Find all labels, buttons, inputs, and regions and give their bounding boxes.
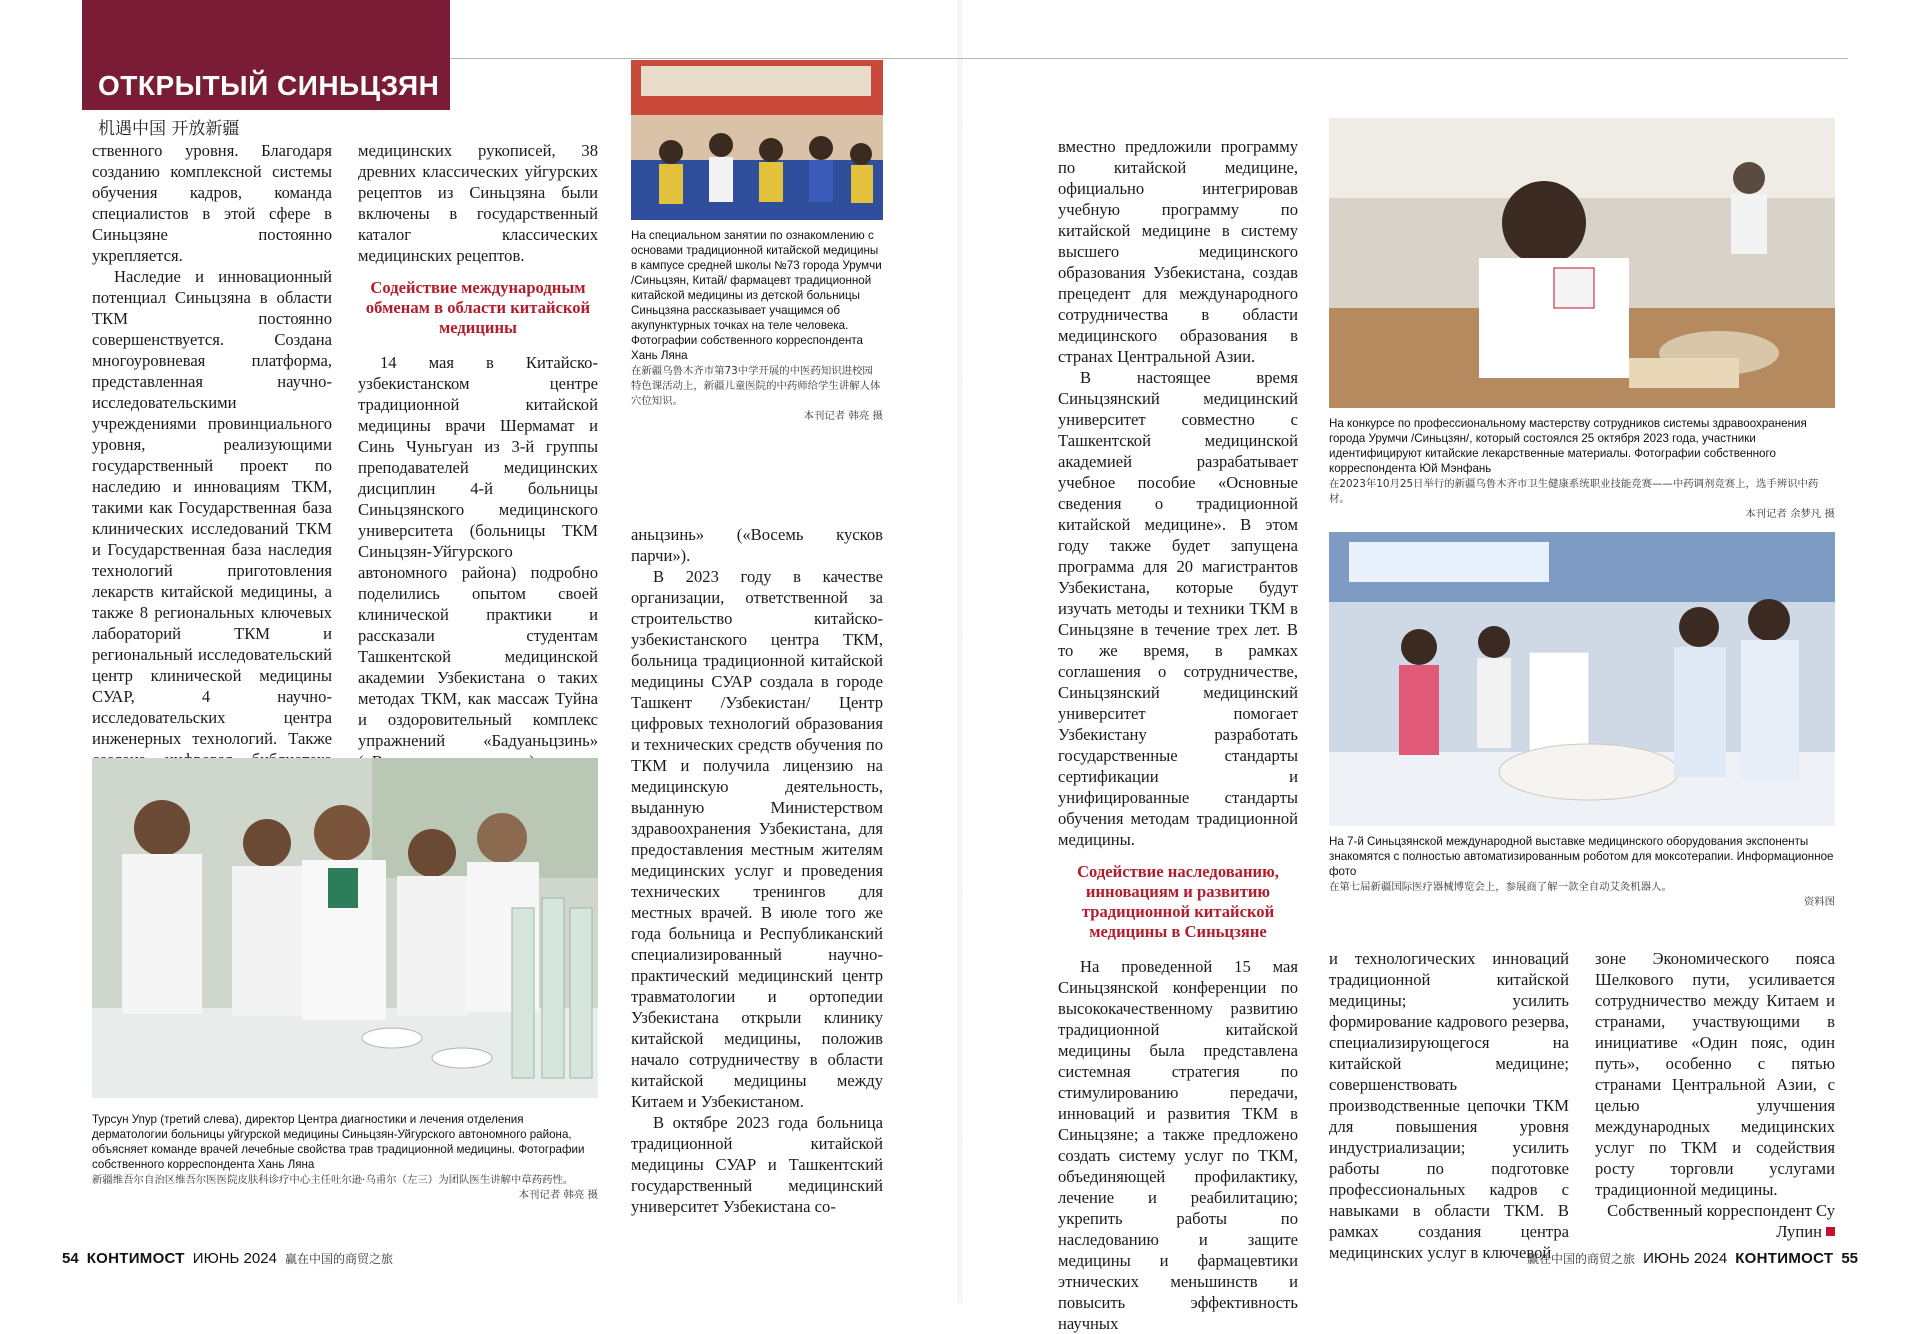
caption-text-cn: 在新疆乌鲁木齐市第73中学开展的中医药知识进校园特色课活动上，新疆儿童医院的中药师给学生讲解人体穴位知识。	[631, 365, 881, 407]
photo-credit: 本刊记者 韩亮 摄	[518, 1189, 598, 1201]
issue-date: ИЮНЬ 2024	[1643, 1250, 1728, 1267]
footer-right	[1527, 1250, 1858, 1267]
paragraph: ственного уровня. Благодаря созданию комплексной системы обучения кадров, команда специалистов в этой сфере в Синьцзяне постоянно укрепляется.	[92, 141, 332, 265]
author-signature	[1595, 1200, 1835, 1242]
caption-text: На 7-й Синьцзянской международной выставке медицинского оборудования экспоненты знакомятся с полностью автоматизированным роботом для моксотерапии. Информационное фото	[1329, 835, 1834, 878]
article-column-4	[1058, 136, 1298, 1333]
caption-text-cn: 新疆维吾尔自治区维吾尔医医院皮肤科诊疗中心主任吐尔逊·乌甫尔（左三）为团队医生讲解中草药药性。	[92, 1174, 574, 1186]
paragraph: В 2023 году в качестве организации, ответственной за строительство китайско-узбекистанского центра ТКМ, больница традиционной китайской медицины СУАР создала в городе Ташкент /Узбекистан/ Центр цифровых технологий образования и технических средств обучения по ТКМ и получила лицензию на медицинскую деятельность, выданную Министерством здравоохранения Узбекистана, для предоставления местным жителям медицинских услуг и проведения технических тренингов для местных врачей. В июле того же года больница и Республиканский специализированный научно-практический медицинский центр травматологии и ортопедии Узбекистана открыли клинику китайской медицины, положив начало сотрудничеству в области китайской медицины между Китаем и Узбекистаном.	[631, 567, 883, 1111]
spread-gutter	[958, 0, 962, 1303]
paragraph: На проведенной 15 мая Синьцзянской конференции по высококачественному развитию традиционной китайской медицины была представлена системная стратегия по стимулированию передачи, инноваций и развития ТКМ в Синьцзяне; а также предложено создать систему услуг по ТКМ, объединяющей профилактику, лечение и реабилитацию; укрепить работы по наследованию и защите медицины и фармацевтики этнических меньшинств и повысить эффективность научных	[1058, 957, 1298, 1333]
caption-herbs	[92, 1112, 598, 1203]
author-name: Собственный корреспондент Су Лупин	[1607, 1201, 1835, 1241]
header-rule	[450, 58, 1848, 59]
photo-credit: 资料图	[1803, 896, 1835, 908]
article-column-3	[631, 524, 883, 1214]
caption-expo	[1329, 834, 1835, 910]
article-column-1	[92, 140, 332, 791]
paragraph: 14 мая в Китайско-узбекистанском центре традиционной китайской медицины врачи Шермамат и Синь Чуньгуан из 3-й группы преподавателей медицинских дисциплин 4-й больницы Синьцзянского медицинского университета (больницы ТКМ Синьцзян-Уйгурского автономного района) подробно поделились опытом своей клинической практики и рассказали студентам Ташкентской медицинской академии Узбекистана о таких методах ТКМ, как массаж Туйна и оздоровительный комплекс упражнений «Бадуаньцзинь»	[358, 353, 598, 750]
paragraph: Наследие и инновационный потенциал Синьцзяна в области ТКМ постоянно совершенствуется. Создана многоуровневая платформа, представленная научно-исследовательскими учреждениями провинциального уровня, реализующими государственный проект по наследию и инновациям ТКМ, такими как Государственная база клинических исследований ТКМ и Государственная база наследия технологий приготовления лекарств китайской медицины, а также 8 региональных ключевых лабораторий ТКМ и региональный исследовательский центр клинической медицины СУАР, 4 научно-исследовательских центра инженерных технологий. Также	[92, 267, 332, 748]
caption-contest	[1329, 416, 1835, 522]
photo-expo	[1329, 532, 1835, 826]
photo-credit: 本刊记者 余梦凡 摄	[1745, 508, 1835, 520]
section-heading: Содействие международным обменам в области китайской медицины	[365, 278, 591, 337]
paragraph: аньцзинь» («Восемь кусков парчи»).	[631, 525, 883, 565]
footer-left	[62, 1250, 393, 1267]
caption-text: Турсун Упур (третий слева), директор Центра диагностики и лечения отделения дерматологии больницы уйгурской медицины Синьцзян-Уйгурского автономного района, объясняет команде врачей лечебные свойства трав традиционной медицины. Фотографии собственного корреспондента Хань Ляна	[92, 1113, 585, 1171]
magazine-brand: КОНТИМОСТ	[1735, 1250, 1834, 1267]
caption-text: На специальном занятии по ознакомлению с основами традиционной китайской медицины в кампусе средней школы №73 города Урумчи /Синьцзян, Китай/ фармацевт традиционной китайской медицины из детской больницы Синьцзяна рассказывает учащимся об акупунктурных точках на теле человека. Фотографии собственного корреспондента Хань Ляна	[631, 229, 882, 362]
section-title: ОТКРЫТЫЙ СИНЬЦЗЯН	[98, 70, 440, 101]
paragraph: В октябре 2023 года больница традиционной китайской медицины СУАР и Ташкентский государственный медицинский университет Узбекистана со-	[631, 1113, 883, 1216]
paragraph: В настоящее время Синьцзянский медицинский университет совместно с Ташкентской медицинской академией разрабатывает учебное пособие «Основные сведения о традиционной китайской медицине». В этом году также будет запущена программа для 20 магистрантов Узбекистана, которые будут изучать методы и техники ТКМ в Синьцзяне в течение трех лет. В то же время, в рамках соглашения о сотрудничестве, Синьцзянский медицинский университет помогает Узбекистану разработать государственные стандарты сертификации и унифицированные стандарты обучения методам традиционной медицины.	[1058, 368, 1298, 849]
paragraph: зоне Экономического пояса Шелкового пути, усиливается сотрудничество между Китаем и странами, участвующими в инициативе «Один пояс, один путь», особенно с пятью странами Центральной Азии, с целью улучшения международных медицинских услуг по ТКМ и содействия росту торговли услугами традиционной медицины.	[1595, 949, 1835, 1199]
paragraph: медицинских рукописей, 38 древних классических уйгурских рецептов из Синьцзяна были включены в государственный каталог классических медицинских рецептов.	[358, 141, 598, 265]
page-number: 55	[1841, 1250, 1858, 1267]
article-column-6	[1595, 948, 1835, 1241]
paragraph: вместно предложили программу по китайской медицине, официально интегрировав учебную программу по китайской медицине в систему высшего медицинского образования Узбекистана, создав прецедент для международного сотрудничества в области медицинского образования в странах Центральной Азии.	[1058, 137, 1298, 366]
paragraph: и технологических инноваций традиционной китайской медицины; усилить формирование кадрового резерва, специализирующегося на китайской медицине; совершенствовать производственные цепочки ТКМ для повышения уровня индустриализации; усилить работы по подготовке профессиональных кадров с навыками в области ТКМ. В рамках создания центра медицинских услуг в ключевой	[1329, 949, 1569, 1262]
photo-herbs	[92, 758, 598, 1098]
magazine-brand: КОНТИМОСТ	[86, 1250, 185, 1267]
article-column-5	[1329, 948, 1569, 1262]
slogan-cn: 赢在中国的商贸之旅	[1527, 1252, 1636, 1266]
end-mark-icon	[1826, 1227, 1835, 1236]
photo-credit: 本刊记者 韩亮 摄	[803, 410, 883, 422]
caption-text: На конкурсе по профессиональному мастерству сотрудников системы здравоохранения города Урумчи /Синьцзян/, который состоялся 25 октября 2023 года, участники идентифицируют китайские лекарственные материалы. Фотографии собственного корреспондента Юй Мэнфань	[1329, 417, 1807, 475]
slogan-cn: 赢在中国的商贸之旅	[284, 1252, 393, 1266]
section-heading: Содействие наследованию, инновациям и развитию традиционной китайской медицины в Синьцзяне	[1077, 862, 1279, 941]
issue-date: ИЮНЬ 2024	[192, 1250, 277, 1267]
section-subtitle-cn: 机遇中国 开放新疆	[98, 119, 240, 139]
caption-school	[631, 228, 883, 424]
caption-text-cn: 在2023年10月25日举行的新疆乌鲁木齐市卫生健康系统职业技能竞赛——中药调剂竞赛上，选手辨识中药材。	[1329, 478, 1819, 505]
photo-school	[631, 60, 883, 220]
caption-text-cn: 在第七届新疆国际医疗器械博览会上，参展商了解一款全自动艾灸机器人。	[1329, 881, 1672, 893]
article-column-2	[358, 140, 598, 750]
photo-contest	[1329, 118, 1835, 408]
page-number: 54	[62, 1250, 79, 1267]
